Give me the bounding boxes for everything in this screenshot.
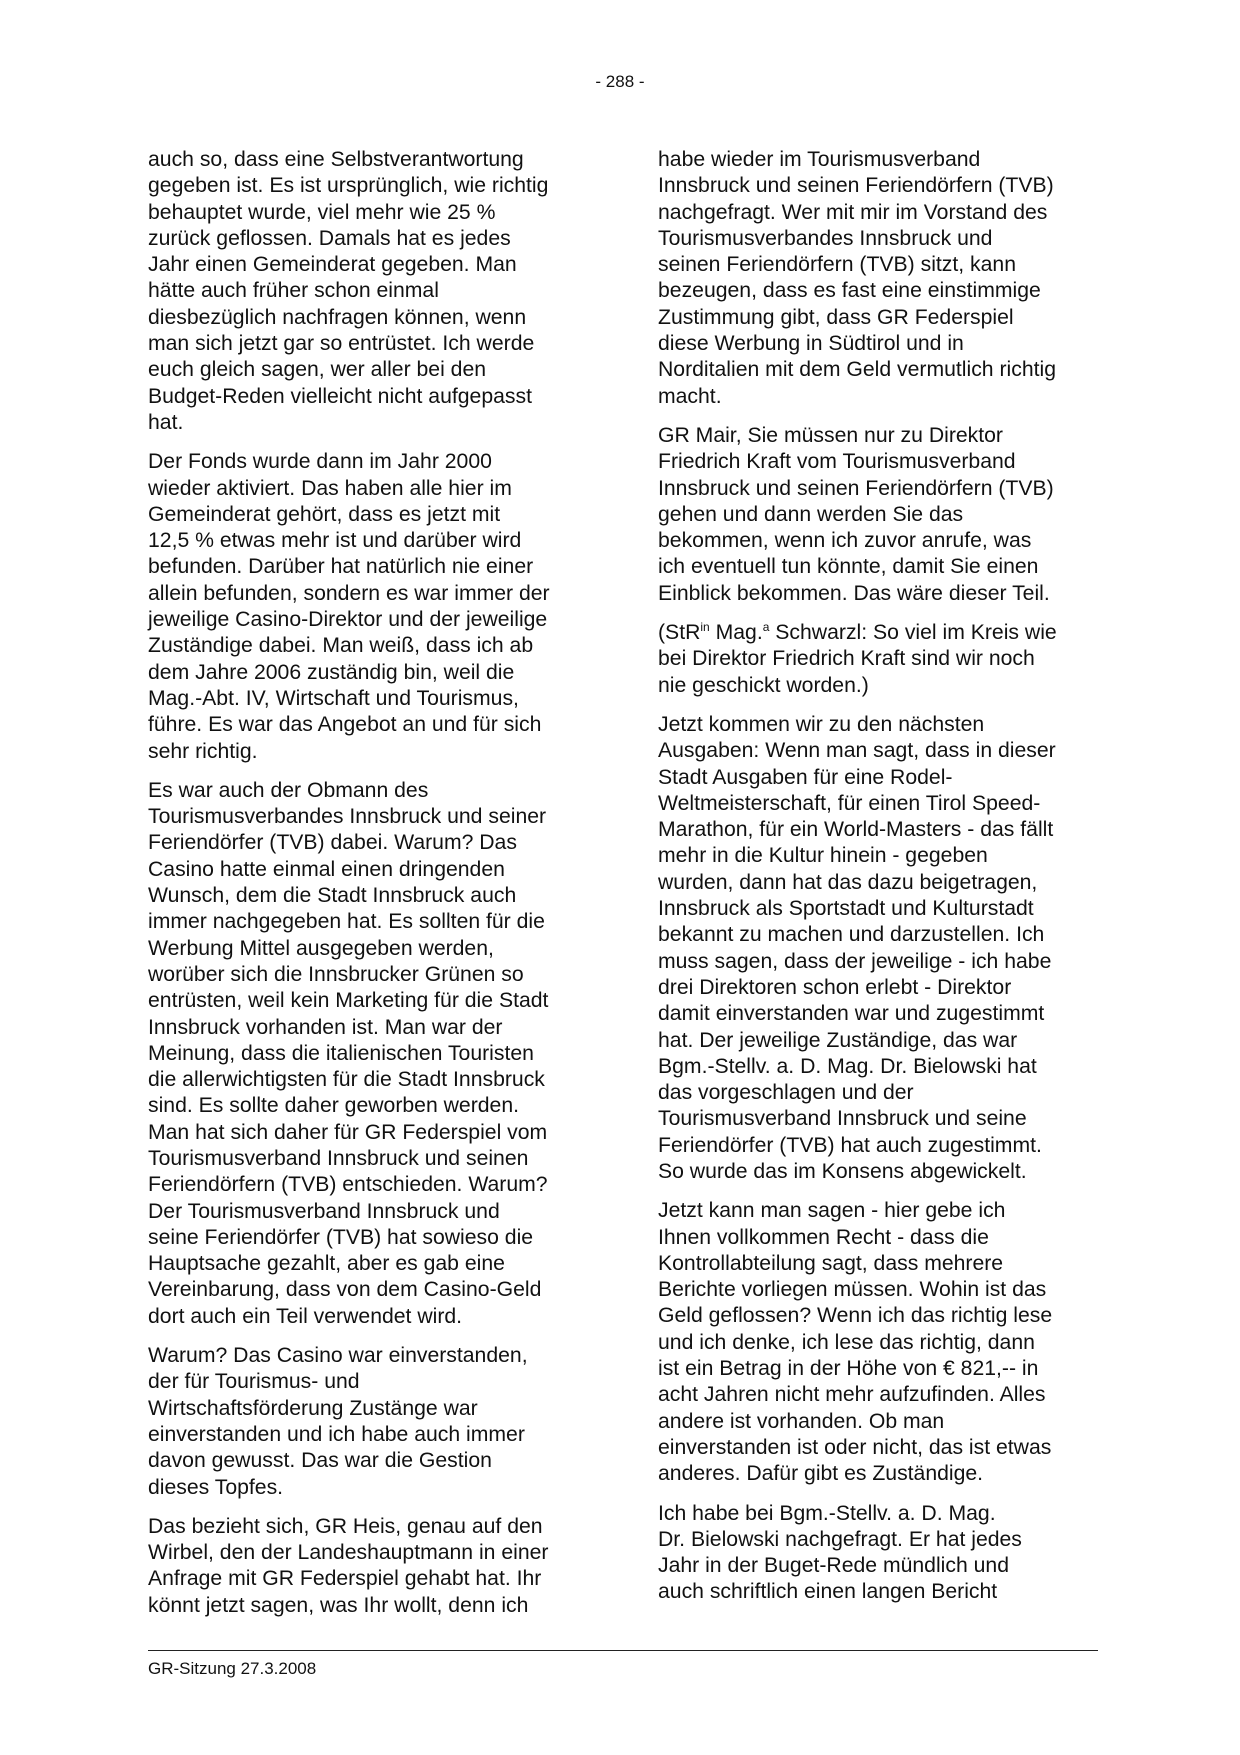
paragraph: Ich habe bei Bgm.-Stellv. a. D. Mag. Dr. Bielowski nachgefragt. Er hat jedes Jahr in der Buget-Rede mündlich und auch schriftlich einen langen Bericht (658, 1501, 1022, 1604)
footer-text: GR-Sitzung 27.3.2008 (148, 1659, 317, 1678)
paragraph: auch so, dass eine Selbstverantwortung gegeben ist. Es ist ursprünglich, wie richtig behauptet wurde, viel mehr wie 25 % zurück geflossen. Damals hat es jedes Jahr einen Gemeinderat gegeben. Man hätte auch früher schon einmal diesbezüglich nachfragen können, wenn man sich jetzt gar so entrüstet. Ich werde euch gleich sagen, wer aller bei den Budget-Reden vielleicht nicht aufgepasst hat. (148, 148, 549, 434)
paragraph: Es war auch der Obmann des Tourismusverbandes Innsbruck und seiner Feriendörfer (TVB) dabei. Warum? Das Casino hatte einmal einen dringenden Wunsch, dem die Stadt Innsbruck auch immer nachgegeben hat. Es sollten für die Werbung Mittel ausgegeben werden, worüber sich die Innsbrucker Grünen so entrüsten, weil kein Marketing für die Stadt Innsbruck vorhanden ist. Man war der Meinung, dass die italienischen Touristen die allerwichtigsten für die Stadt Innsbruck sind. Es sollte daher geworben werden. Man hat sich daher für GR Federspiel vom Tourismusverband Innsbruck und seinen Feriendörfern (TVB) entschieden. Warum? Der Tourismusverband Innsbruck und seine Feriendörfer (TVB) hat sowieso die Hauptsache gezahlt, aber es gab eine Vereinbarung, dass von dem Casino-Geld dort auch ein Teil verwendet wird. (148, 778, 549, 1328)
interjection-paragraph (658, 620, 1100, 699)
mag-superscript: a (762, 620, 770, 635)
left-column (148, 147, 590, 1632)
footer-divider (148, 1650, 1098, 1651)
paragraph: Jetzt kommen wir zu den nächsten Ausgaben: Wenn man sagt, dass in dieser Stadt Ausgaben für eine Rodel- Weltmeisterschaft, für einen Tirol Speed- Marathon, für ein World-Masters - das fällt mehr in die Kultur hinein - gegeben wurden, dann hat das dazu beigetragen, Innsbruck als Sportstadt und Kulturstadt bekannt zu machen und darzustellen. Ich muss sagen, dass der jeweilige - ich habe drei Direktoren schon erlebt - Direktor damit einverstanden war und zugestimmt hat. Der jeweilige Zuständige, das war Bgm.-Stellv. a. D. Mag. Dr. Bielowski hat das vorgeschlagen und der Tourismusverband Innsbruck und seine Feriendörfer (TVB) hat auch zugestimmt. So wurde das im Konsens abgewickelt. (658, 712, 1056, 1183)
paragraph: Warum? Das Casino war einverstanden, der für Tourismus- und Wirtschaftsförderung Zustänge war einverstanden und ich habe auch immer davon gewusst. Das war die Gestion dieses Topfes. (148, 1344, 528, 1499)
paragraph: GR Mair, Sie müssen nur zu Direktor Friedrich Kraft vom Tourismusverband Innsbruck und seinen Feriendörfern (TVB) gehen und dann werden Sie das bekommen, wenn ich zuvor anrufe, was ich eventuell tun könnte, damit Sie einen Einblick bekommen. Das wäre dieser Teil. (658, 423, 1054, 605)
interjection-mag: Mag. (709, 621, 763, 645)
paragraph: Der Fonds wurde dann im Jahr 2000 wieder aktiviert. Das haben alle hier im Gemeinderat gehört, dass es jetzt mit 12,5 % etwas mehr ist und darüber wird befunden. Darüber hat natürlich nie einer allein befunden, sondern es war immer der jeweilige Casino-Direktor und der jeweilige Zuständige dabei. Man weiß, dass ich ab dem Jahre 2006 zuständig bin, weil die Mag.-Abt. IV, Wirtschaft und Tourismus, führe. Es war das Angebot an und für sich sehr richtig. (148, 450, 550, 763)
interjection-prefix: (StR (658, 621, 701, 645)
paragraph: Jetzt kann man sagen - hier gebe ich Ihnen vollkommen Recht - dass die Kontrollabteilung sagt, dass mehrere Berichte vorliegen müssen. Wohin ist das Geld geflossen? Wenn ich das richtig lese und ich denke, ich lese das richtig, dann ist ein Betrag in der Höhe von € 821,-- in acht Jahren nicht mehr aufzufinden. Alles andere ist vorhanden. Ob man einverstanden ist oder nicht, das ist etwas anderes. Dafür gibt es Zuständige. (658, 1199, 1053, 1486)
paragraph: habe wieder im Tourismusverband Innsbruck und seinen Feriendörfern (TVB) nachgefragt. Wer mit mir im Vorstand des Tourismusverbandes Innsbruck und seinen Feriendörfern (TVB) sitzt, kann bezeugen, dass es fast eine einstimmige Zustimmung gibt, dass GR Federspiel diese Werbung in Südtirol und in Norditalien mit dem Geld vermutlich richtig macht. (658, 148, 1056, 408)
interjection-text: Schwarzl: So viel im Kreis wie bei Direktor Friedrich Kraft sind wir noch nie geschickt worden.) (658, 621, 1057, 697)
paragraph: Das bezieht sich, GR Heis, genau auf den Wirbel, den der Landeshauptmann in einer Anfrage mit GR Federspiel gehabt hat. Ihr könnt jetzt sagen, was Ihr wollt, denn ich (148, 1514, 549, 1617)
page-number: - 288 - (595, 72, 645, 91)
title-superscript: in (700, 620, 710, 635)
right-column (658, 147, 1100, 1619)
